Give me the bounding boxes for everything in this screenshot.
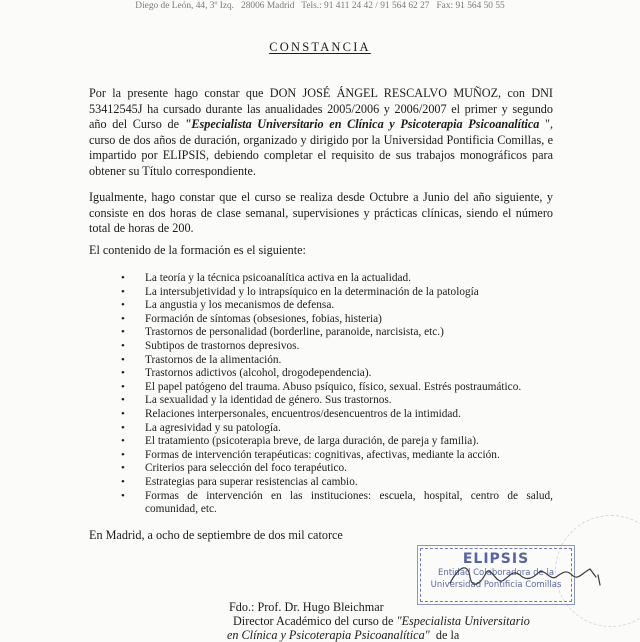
list-item: • La agresividad y su patología. <box>121 422 553 436</box>
list-item: • El tratamiento (psicoterapia breve, de larga duración, de pareja y familia). <box>121 435 553 449</box>
stamp-line-1: Entidad Colaboradora de la <box>437 568 555 578</box>
signer-role <box>229 614 530 628</box>
signer-role-suffix: de la <box>429 628 460 642</box>
list-item: • Formas de intervención terapéuticas: cognitivas, afectivas, mediante la acción. <box>121 449 553 463</box>
list-item: • La intersubjetividad y lo intrapsíquico en la determinación de la patología <box>121 286 553 300</box>
signer-name: Fdo.: Prof. Dr. Hugo Bleichmar <box>229 600 384 614</box>
paragraph-certification <box>89 86 553 180</box>
signer-role-text: Director Académico del curso de <box>233 614 397 628</box>
date-line: En Madrid, a ocho de septiembre de dos mil catorce <box>89 528 343 542</box>
stamp-line-2: Universidad Pontificia Comillas <box>430 580 562 590</box>
paragraph-certification-text: Por la presente hago constar que DON JOSÉ ÁNGEL RESCALVO MUÑOZ, con DNI 53412545J ha cursado durante las anualidades 2005/2006 y 2006/2007 el primer y segundo año del Curso de <box>89 86 553 132</box>
list-item: • Trastornos de personalidad (borderline, paranoide, narcisista, etc.) <box>121 326 553 340</box>
signoff-block <box>229 600 530 642</box>
list-item: • Subtipos de trastornos depresivos. <box>121 340 553 354</box>
list-item: • Criterios para selección del foco terapéutico. <box>121 462 553 476</box>
paragraph-contents-intro: El contenido de la formación es el siguiente: <box>89 243 306 257</box>
list-item: • La sexualidad y la identidad de género. Sus trastornos. <box>121 394 553 408</box>
stamp-title: ELIPSIS <box>462 551 530 567</box>
list-item: • Trastornos adictivos (alcohol, drogodependencia). <box>121 367 553 381</box>
document-title: CONSTANCIA <box>269 40 371 54</box>
list-item: • Formas de intervención en las instituciones: escuela, hospital, centro de salud, comunidad, etc. <box>121 490 553 517</box>
list-item: • Trastornos de la alimentación. <box>121 354 553 368</box>
signer-role-course: "Especialista Universitario <box>396 614 530 628</box>
paragraph-certification-rest: ", curso de dos años de duración, organizado y dirigido por la Universidad Pontificia Comillas, e impartido por ELIPSIS, debiendo completar el requisito de sus trabajos monográficos para obtener su Título correspondiente. <box>89 117 554 178</box>
signer-role-course-2: en Clínica y Psicoterapia Psicoanalítica" <box>227 628 430 642</box>
letterhead-address: Diego de León, 44, 3º Izq. 28006 Madrid Tels.: 91 411 24 42 / 91 564 62 27 Fax: 91 564 50 55 <box>135 1 505 11</box>
list-item: • La teoría y la técnica psicoanalítica activa en la actualidad. <box>121 272 553 286</box>
list-item: • El papel patógeno del trauma. Abuso psíquico, físico, sexual. Estrés postraumático. <box>121 381 553 395</box>
list-item: • Estrategias para superar resistencias al cambio. <box>121 476 553 490</box>
contents-list <box>121 272 553 517</box>
paragraph-schedule: Igualmente, hago constar que el curso se realiza desde Octubre a Junio del año siguiente, y consiste en dos horas de clase semanal, supervisiones y prácticas clínicas, siendo el número total de horas de 200. <box>89 190 553 236</box>
list-item: • La angustia y los mecanismos de defensa. <box>121 299 553 313</box>
course-name: "Especialista Universitario en Clínica y Psicoterapia Psicoanalítica <box>184 117 540 132</box>
list-item: • Relaciones interpersonales, encuentros/desencuentros de la intimidad. <box>121 408 553 422</box>
handwritten-signature-icon <box>440 555 610 595</box>
list-item: • Formación de síntomas (obsesiones, fobias, histeria) <box>121 313 553 327</box>
